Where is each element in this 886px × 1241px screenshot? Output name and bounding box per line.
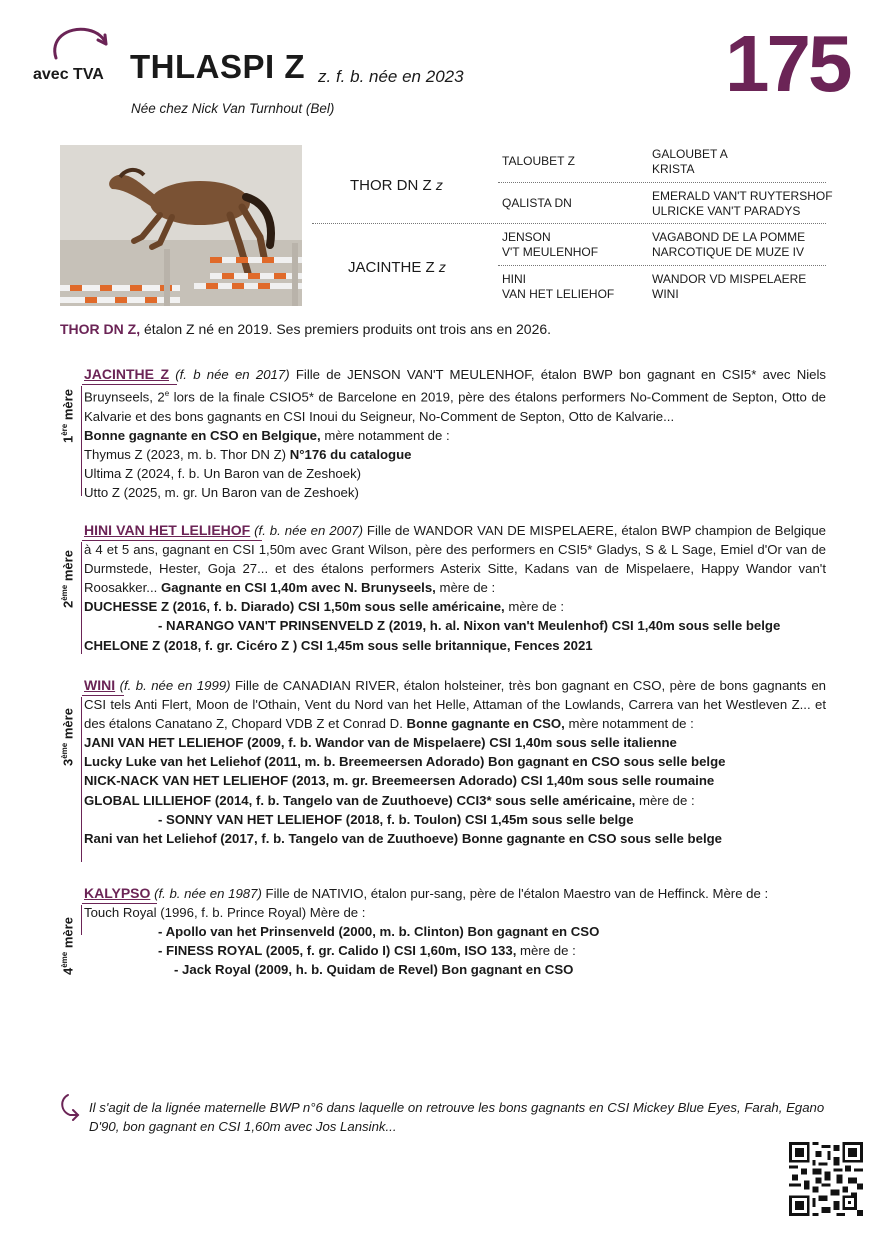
footnote: Il s'agit de la lignée maternelle BWP n°6 dans laquelle on retrouve les bons gagnants en CSI Mickey Blue Eyes, Farah, Egano D'90, bon gagnant en CSI 1,60m avec Jos Lansink... <box>89 1100 825 1134</box>
pedigree-dam-sire: JENSON V'T MEULENHOF <box>502 230 599 259</box>
pedigree-divider <box>498 182 826 183</box>
horse-name: THLASPI Z <box>130 48 305 85</box>
dam-label-4: 4ème mère <box>60 917 76 975</box>
section-bracket <box>81 905 82 935</box>
horse-photo <box>60 145 302 306</box>
sire-intro: THOR DN Z, étalon Z né en 2019. Ses premiers produits ont trois ans en 2026. <box>60 321 552 337</box>
pedigree-dam-dam: HINI VAN HET LELIEHOF <box>502 272 615 301</box>
section-bracket <box>81 386 82 496</box>
dam-label-1: 1ère mère <box>60 389 76 443</box>
footnote-curved-arrow-icon <box>58 1093 80 1121</box>
pedigree-divider <box>312 223 826 224</box>
dam-label-3: 3ème mère <box>60 708 76 766</box>
lot-number: 175 <box>725 19 850 108</box>
pedigree-ds-pair: VAGABOND DE LA POMME NARCOTIQUE DE MUZE IV <box>652 230 806 259</box>
qr-code-icon[interactable] <box>789 1142 863 1216</box>
dam-section-1: JACINTHE Z (f. b née en 2017) Fille de JENSON VAN'T MEULENHOF, étalon BWP bon gagnant en CSI5* avec Niels Bruynseels, 2e lors de la finale CSIO5* de Barcelone en 2019, père des étalons performers No-Comment de Septon, Otto de Kalvarie et des bons gagnants en CSI Inoui du Seigneur, No-Comment de Septon, Otto de Kalvarie... Bonne gagnante en CSO en Belgique, mère notamment de : Thymus Z (2023, m. b. Thor DN Z) N°176 du catalogue Ultima Z (2024, f. b. Un Baron van de Zeshoek) Utto Z (2025, m. gr. Un Baron van de Zeshoek) <box>84 366 827 500</box>
dam-section-3: WINI (f. b. née en 1999) Fille de CANADIAN RIVER, étalon holsteiner, très bon gagnant en CSO, père de bons gagnants en CSI tels Anti Flert, Moon de l'Othain, Vent du Nord van het Helle, Attaman of the Lowlands, Carrera van het Westleven Z... et des étalons Canatano Z, Chopard VDB Z et Conrad D. Bonne gagnante en CSO, mère notamment de : JANI VAN HET LELIEHOF (2009, f. b. Wandor van de Mispelaere) CSI 1,40m sous selle italienne Lucky Luke van het Leliehof (2011, m. b. Breemeersen Adorado) Bon gagnant en CSO sous selle belge NICK-NACK VAN HET LELIEHOF (2013, m. gr. Breemeersen Adorado) CSI 1,40m sous selle roumaine GLOBAL LILLIEHOF (2014, f. b. Tangelo van de Zuuthoeve) CCI3* sous selle américaine, mère de : - SONNY VAN HET LELIEHOF (2018, f. b. Toulon) CSI 1,45m sous selle belge Rani van het Leliehof (2017, f. b. Tangelo van de Zuuthoeve) Bonne gagnante en CSO sous selle belge <box>84 677 826 846</box>
pedigree-sire-dam: QALISTA DN <box>502 196 572 210</box>
tva-label: avec TVA <box>33 66 104 83</box>
dam-label-2: 2ème mère <box>60 550 76 608</box>
dam-section-2: HINI VAN HET LELIEHOF (f. b. née en 2007) Fille de WANDOR VAN DE MISPELAERE, étalon BWP champion de Belgique à 4 et 5 ans, gagnant en CSI 1,50m avec Grant Wilson, père des performers en CSI5* Gladys, S & L Sage, Emiel d'Or van de Durmstede, Hester, Goja 27... et des étalons performers Asterix Sitte, Kadans van de Mispelaere, Happy Wandor van't Roosakker... Gagnante en CSI 1,40m avec N. Brunyseels, mère de : DUCHESSE Z (2016, f. b. Diarado) CSI 1,50m sous selle américaine, mère de : - NARANGO VAN'T PRINSENVELD Z (2019, h. al. Nixon van't Meulenhof) CSI 1,40m sous selle belge CHELONE Z (2018, f. gr. Cicéro Z ) CSI 1,45m sous selle britannique, Fences 2021 <box>84 522 826 653</box>
pedigree-dd-pair: WANDOR VD MISPELAERE WINI <box>652 272 807 301</box>
horse-description: z. f. b. née en 2023 <box>318 67 464 86</box>
dam-section-4: KALYPSO (f. b. née en 1987) Fille de NATIVIO, étalon pur-sang, père de l'étalon Maestro van de Heffinck. Mère de : Touch Royal (1996, f. b. Prince Royal) Mère de : - Apollo van het Prinsenveld (2000, m. b. Clinton) Bon gagnant en CSO - FINESS ROYAL (2005, f. gr. Calido I) CSI 1,60m, ISO 133, mère de : - Jack Royal (2009, h. b. Quidam de Revel) Bon gagnant en CSO <box>84 885 769 978</box>
pedigree-sd-pair: EMERALD VAN'T RUYTERSHOF ULRICKE VAN'T PARADYS <box>652 189 833 218</box>
pedigree-ss-pair: GALOUBET A KRISTA <box>652 147 728 176</box>
tva-curved-arrow-icon <box>48 22 108 64</box>
pedigree-sire-sire: TALOUBET Z <box>502 154 575 168</box>
pedigree-divider <box>498 265 826 266</box>
breeder: Née chez Nick Van Turnhout (Bel) <box>131 101 335 116</box>
section-bracket <box>81 542 82 654</box>
pedigree-dam: JACINTHE Z z <box>348 259 446 276</box>
pedigree-sire: THOR DN Z z <box>350 177 443 194</box>
section-bracket <box>81 697 82 862</box>
